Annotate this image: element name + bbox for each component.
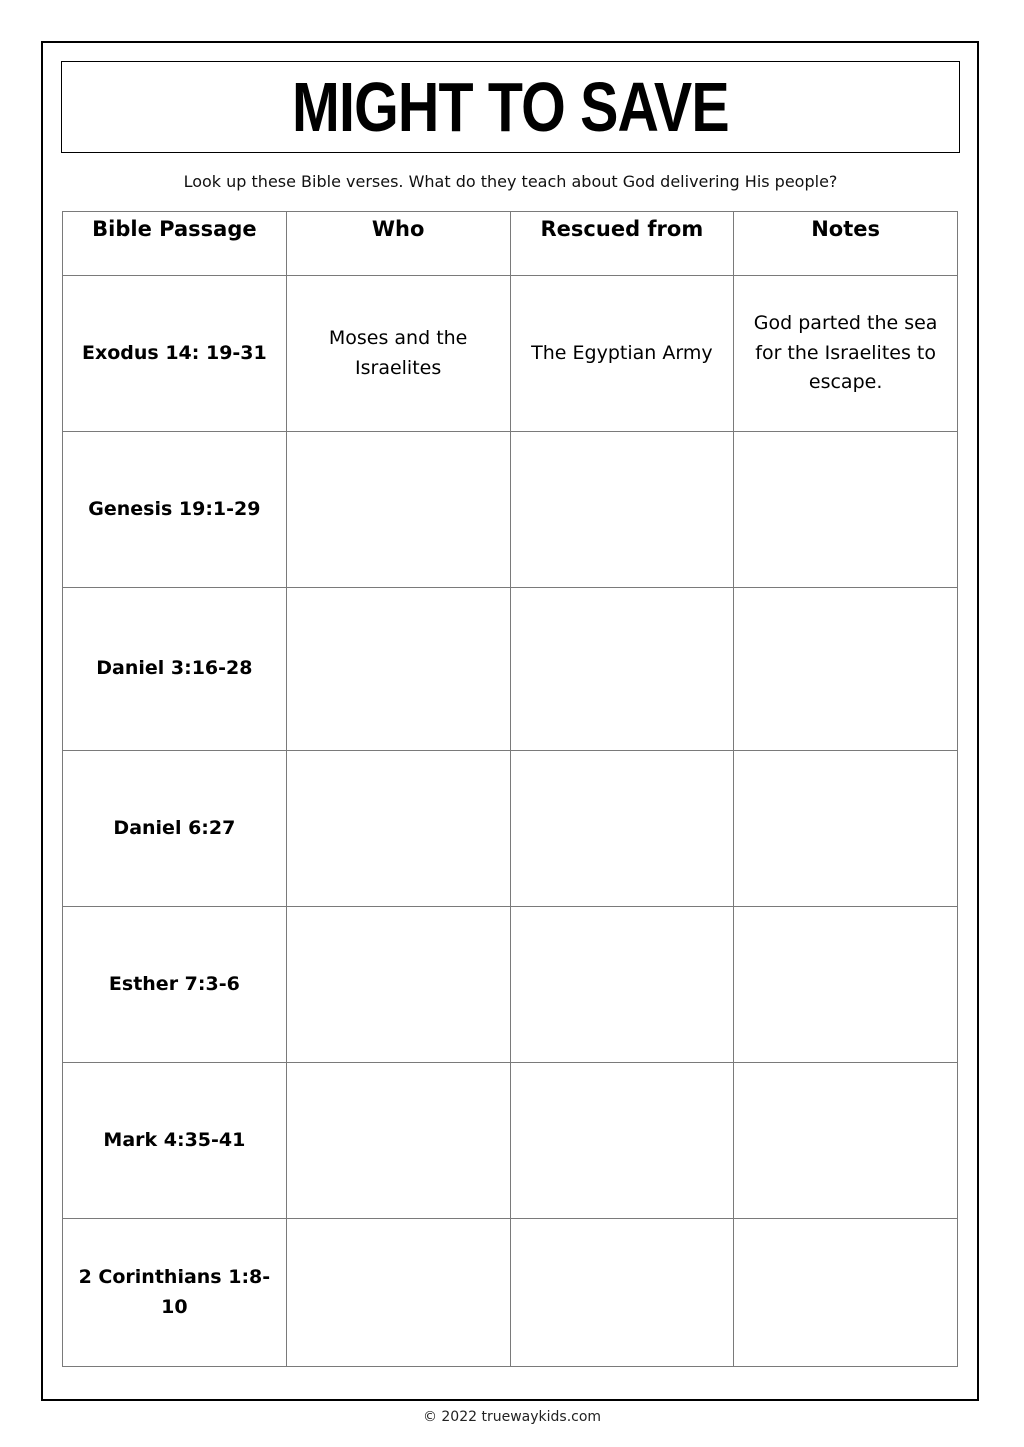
table-row (63, 1219, 958, 1367)
copyright-footer: © 2022 truewaykids.com (422, 1409, 602, 1425)
title-box (61, 61, 960, 153)
table-row (63, 751, 958, 907)
header-who: Who (286, 212, 510, 276)
rescued-from-cell[interactable] (510, 907, 734, 1063)
rescued-from-cell[interactable] (510, 588, 734, 751)
rescued-from-cell[interactable] (510, 432, 734, 588)
table-row (63, 276, 958, 432)
passage-cell: Esther 7:3-6 (63, 907, 287, 1063)
table-row (63, 588, 958, 751)
rescued-from-cell[interactable]: The Egyptian Army (510, 276, 734, 432)
passage-cell: Exodus 14: 19-31 (63, 276, 287, 432)
passage-cell: Daniel 6:27 (63, 751, 287, 907)
table-row (63, 907, 958, 1063)
notes-cell[interactable] (734, 751, 958, 907)
notes-cell[interactable] (734, 1063, 958, 1219)
header-notes: Notes (734, 212, 958, 276)
who-cell[interactable] (286, 907, 510, 1063)
rescued-from-cell[interactable] (510, 751, 734, 907)
who-cell[interactable] (286, 1219, 510, 1367)
table-row (63, 1063, 958, 1219)
passage-cell: Genesis 19:1-29 (63, 432, 287, 588)
notes-cell[interactable] (734, 588, 958, 751)
rescued-from-cell[interactable] (510, 1219, 734, 1367)
table-header-row (63, 212, 958, 276)
page-title: MIGHT TO SAVE (292, 68, 729, 146)
rescued-from-cell[interactable] (510, 1063, 734, 1219)
who-cell[interactable] (286, 432, 510, 588)
instructions-text: Look up these Bible verses. What do they teach about God delivering His people? (183, 172, 838, 191)
notes-cell[interactable]: God parted the sea for the Israelites to escape. (734, 276, 958, 432)
passage-cell: Mark 4:35-41 (63, 1063, 287, 1219)
table-row (63, 432, 958, 588)
notes-cell[interactable] (734, 1219, 958, 1367)
notes-cell[interactable] (734, 907, 958, 1063)
passage-cell: Daniel 3:16-28 (63, 588, 287, 751)
who-cell[interactable] (286, 588, 510, 751)
bible-passage-table (62, 211, 958, 1367)
who-cell[interactable] (286, 751, 510, 907)
who-cell[interactable]: Moses and the Israelites (286, 276, 510, 432)
notes-cell[interactable] (734, 432, 958, 588)
header-bible-passage: Bible Passage (63, 212, 287, 276)
who-cell[interactable] (286, 1063, 510, 1219)
passage-cell: 2 Corinthians 1:8-10 (63, 1219, 287, 1367)
header-rescued-from: Rescued from (510, 212, 734, 276)
